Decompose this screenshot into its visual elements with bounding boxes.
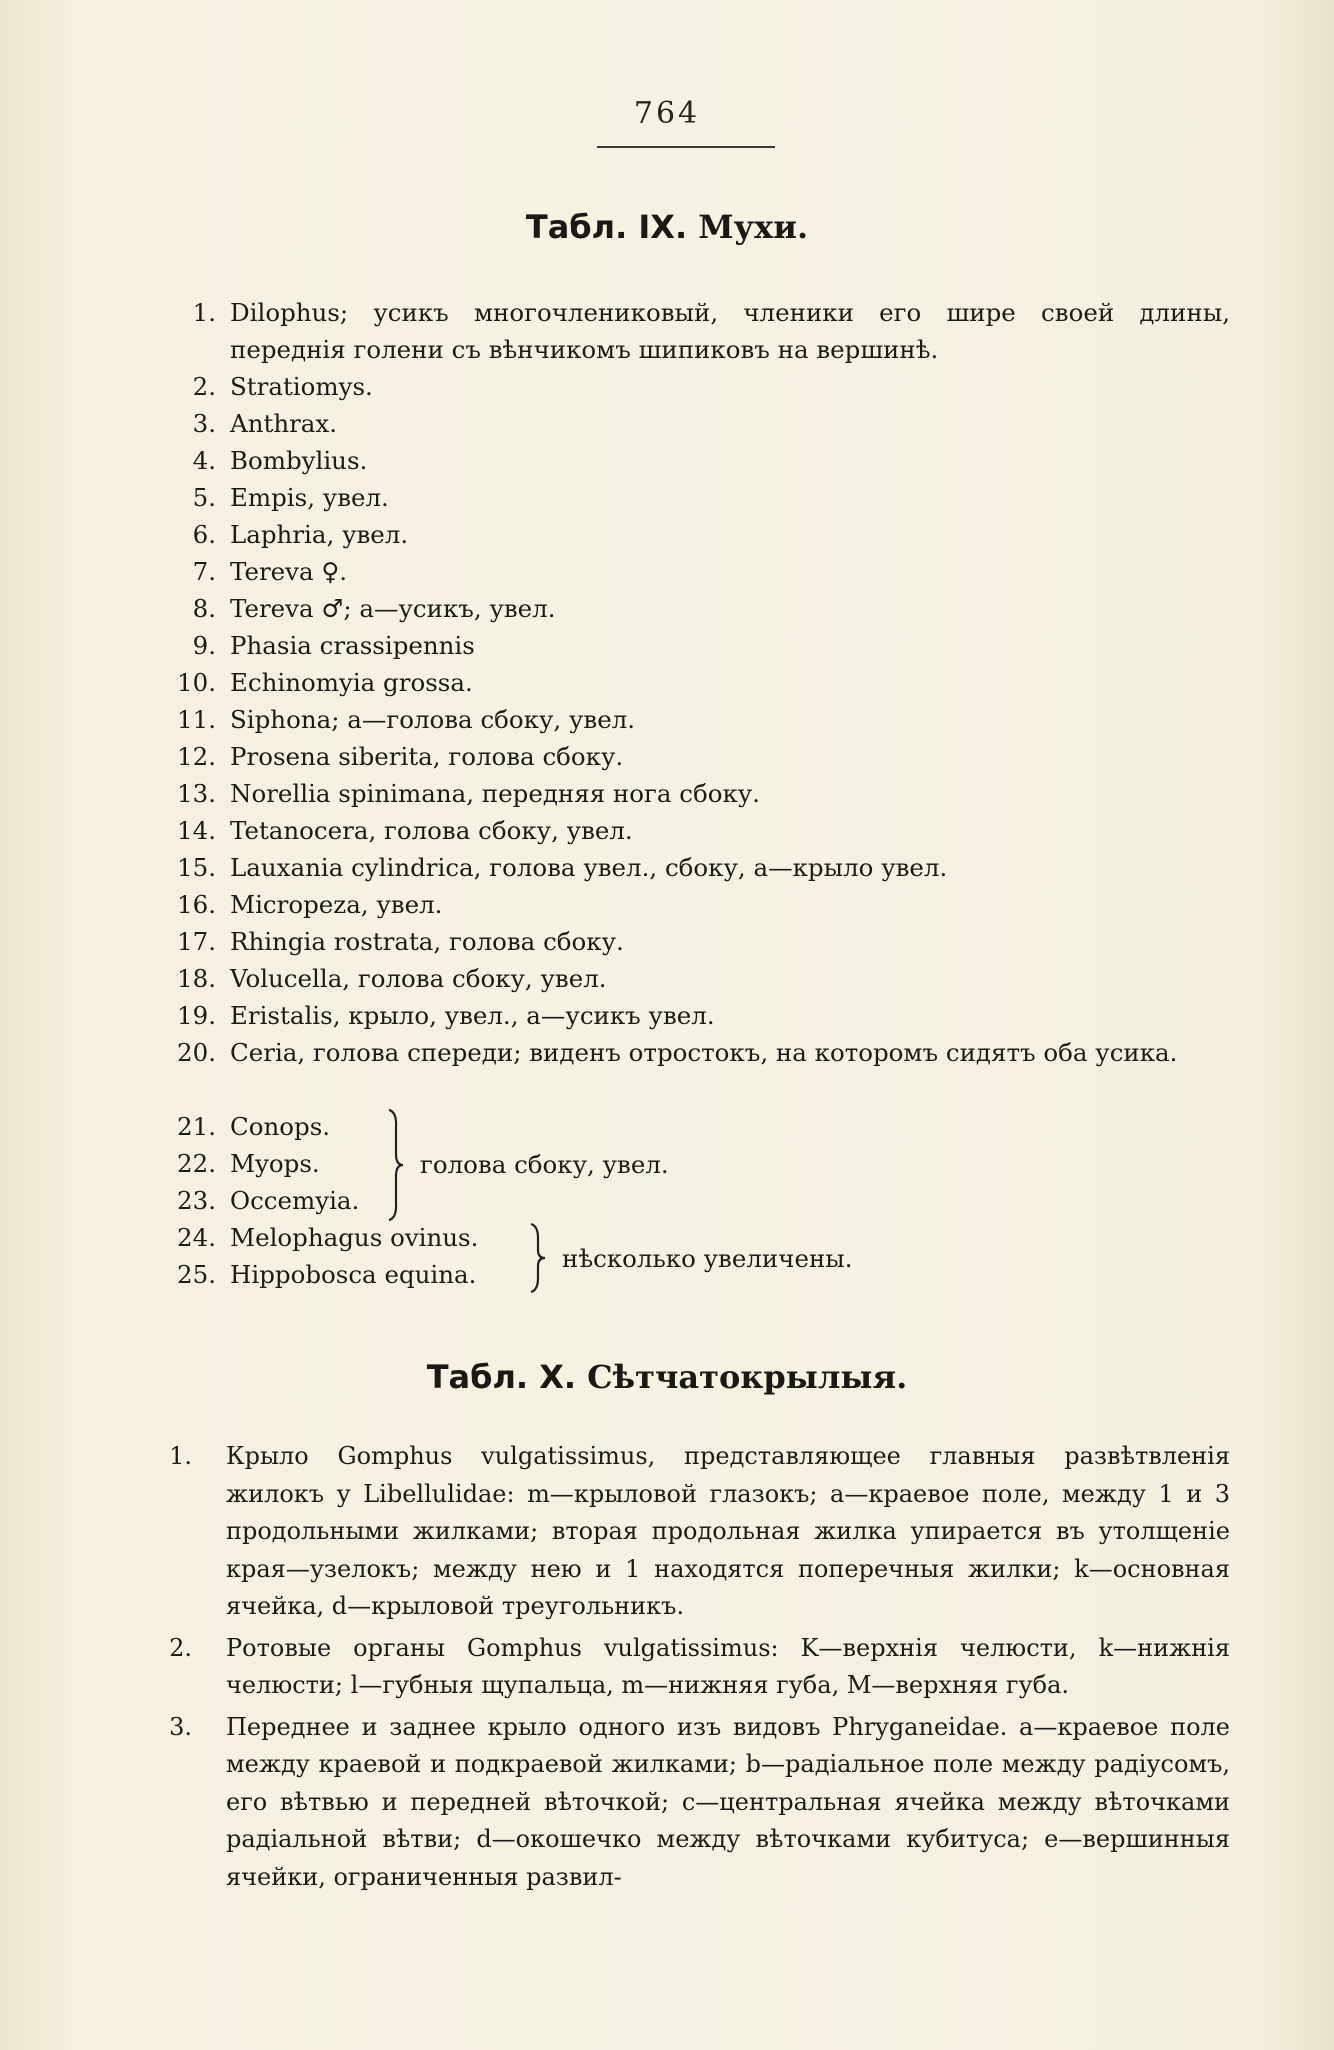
list-item [150,738,1230,775]
page-number: 764 [633,96,701,131]
item-number: 12. [177,742,216,771]
item-text: Lauxania cylindrica, голова увел., сбоку, a—крыло увел. [230,853,948,882]
table-x-list [150,1438,1230,1900]
item-number: 16. [177,890,216,919]
item-text: Norellia spinimana, передняя нога сбоку. [230,779,760,808]
table-ix-title-bold: Табл. IX. [525,208,688,246]
list-item [150,960,1230,997]
group-label-24-25: нѣсколько увеличены. [562,1244,853,1273]
item-number: 1. [192,298,216,327]
list-item [150,886,1230,923]
item-number: 25. [177,1260,216,1289]
item-number: 13. [177,779,216,808]
item-text: Melophagus ovinus. [230,1223,479,1252]
item-text: Echinomyia grossa. [230,668,473,697]
list-item [150,1438,1230,1626]
item-number: 21. [177,1112,216,1141]
item-number: 10. [177,668,216,697]
list-item [150,1034,1230,1108]
item-number: 18. [177,964,216,993]
item-text: Occemyia. [230,1186,360,1215]
item-number: 2. [192,372,216,401]
list-item [150,590,1230,627]
item-number: 11. [177,705,216,734]
list-item [150,627,1230,664]
table-ix-heading [0,208,1334,246]
list-item [150,923,1230,960]
item-text: Eristalis, крыло, увел., a—усикъ увел. [230,1001,715,1030]
item-text: Anthrax. [230,409,338,438]
item-number: 1. [169,1442,192,1470]
list-item [150,479,1230,516]
item-number: 5. [192,483,216,512]
list-item [150,1182,1230,1219]
item-text: Siphona; a—голова сбоку, увел. [230,705,636,734]
item-text: Ceria, голова спереди; виденъ отростокъ, на которомъ сидятъ оба усика. [230,1038,1178,1067]
item-number: 19. [177,1001,216,1030]
item-text: Tereva ♀. [230,557,348,586]
list-item [150,812,1230,849]
item-text: Rhingia rostrata, голова сбоку. [230,927,624,956]
list-item [150,368,1230,405]
list-item [150,775,1230,812]
item-number: 8. [192,594,216,623]
table-x-title-rest: Сѣтчатокрылыя. [587,1358,908,1396]
group-label-21-23: голова сбоку, увел. [420,1150,669,1179]
right-brace-icon [386,1108,406,1222]
list-item [150,442,1230,479]
item-number: 20. [177,1038,216,1067]
table-x-heading [0,1358,1334,1396]
item-text: Laphria, увел. [230,520,409,549]
item-number: 15. [177,853,216,882]
list-item [150,405,1230,442]
item-text: Stratiomys. [230,372,373,401]
list-item [150,516,1230,553]
item-number: 14. [177,816,216,845]
list-item [150,1709,1230,1897]
item-number: 3. [192,409,216,438]
item-text: Conops. [230,1112,331,1141]
right-brace-icon [528,1222,548,1294]
item-text: Micropeza, увел. [230,890,443,919]
item-number: 7. [192,557,216,586]
item-number: 24. [177,1223,216,1252]
item-text: Dilophus; усикъ многочлениковый, членики его шире своей длины, переднія голени съ вѣнчикомъ шипиковъ на вершинѣ. [230,298,1230,364]
item-number: 23. [177,1186,216,1215]
item-number: 2. [169,1633,192,1662]
list-item [150,1145,1230,1182]
list-item [150,849,1230,886]
item-number: 17. [177,927,216,956]
list-item [150,553,1230,590]
item-number: 3. [169,1712,192,1741]
item-number: 9. [192,631,216,660]
item-text: Empis, увел. [230,483,389,512]
table-ix-title-rest: Мухи. [698,208,809,246]
item-number: 6. [192,520,216,549]
item-text: Volucella, голова сбоку, увел. [230,964,607,993]
item-text: Ротовые органы Gomphus vulgatissimus: K—верхнія челюсти, k—нижнія челюсти; l—губныя щупальца, m—нижняя губа, M—верхняя губа. [226,1633,1230,1699]
table-ix-list [150,294,1230,1293]
list-item [150,1630,1230,1705]
list-item [150,1108,1230,1145]
item-text: Hippobosca equina. [230,1260,477,1289]
list-item [150,294,1230,368]
item-text: Bombylius. [230,446,368,475]
list-item [150,664,1230,701]
item-text: Tetanocera, голова сбоку, увел. [230,816,633,845]
item-number: 4. [192,446,216,475]
table-x-title-bold: Табл. X. [426,1358,577,1396]
item-text: Крыло Gomphus vulgatissimus, представляющее главныя развѣтвленія жилокъ у Libellulidae: m—крыловой глазокъ; a—краевое поле, между 1 и 3 продольными жилками; вторая продольная жилка упирается въ утолщеніе края—узелокъ; между нею и 1 находятся поперечныя жилки; k—основная ячейка, d—крыловой треугольникъ. [226,1442,1230,1620]
item-text: Myops. [230,1149,320,1178]
list-item [150,701,1230,738]
item-text: Переднее и заднее крыло одного изъ видовъ Phryganeidae. a—краевое поле между краевой и подкраевой жилками; b—радіальное поле между радіусомъ, его вѣтвью и передней вѣточкой; c—центральная ячейка между вѣточками радіальной вѣтви; d—окошечко между вѣточками кубитуса; e—вершинныя ячейки, ограниченныя развил- [226,1712,1230,1891]
item-text: Tereva ♂; a—усикъ, увел. [230,594,556,623]
item-text: Prosena siberita, голова сбоку. [230,742,624,771]
item-text: Phasia crassipennis [230,631,475,660]
item-number: 22. [177,1149,216,1178]
list-item [150,997,1230,1034]
header-rule [597,146,775,148]
